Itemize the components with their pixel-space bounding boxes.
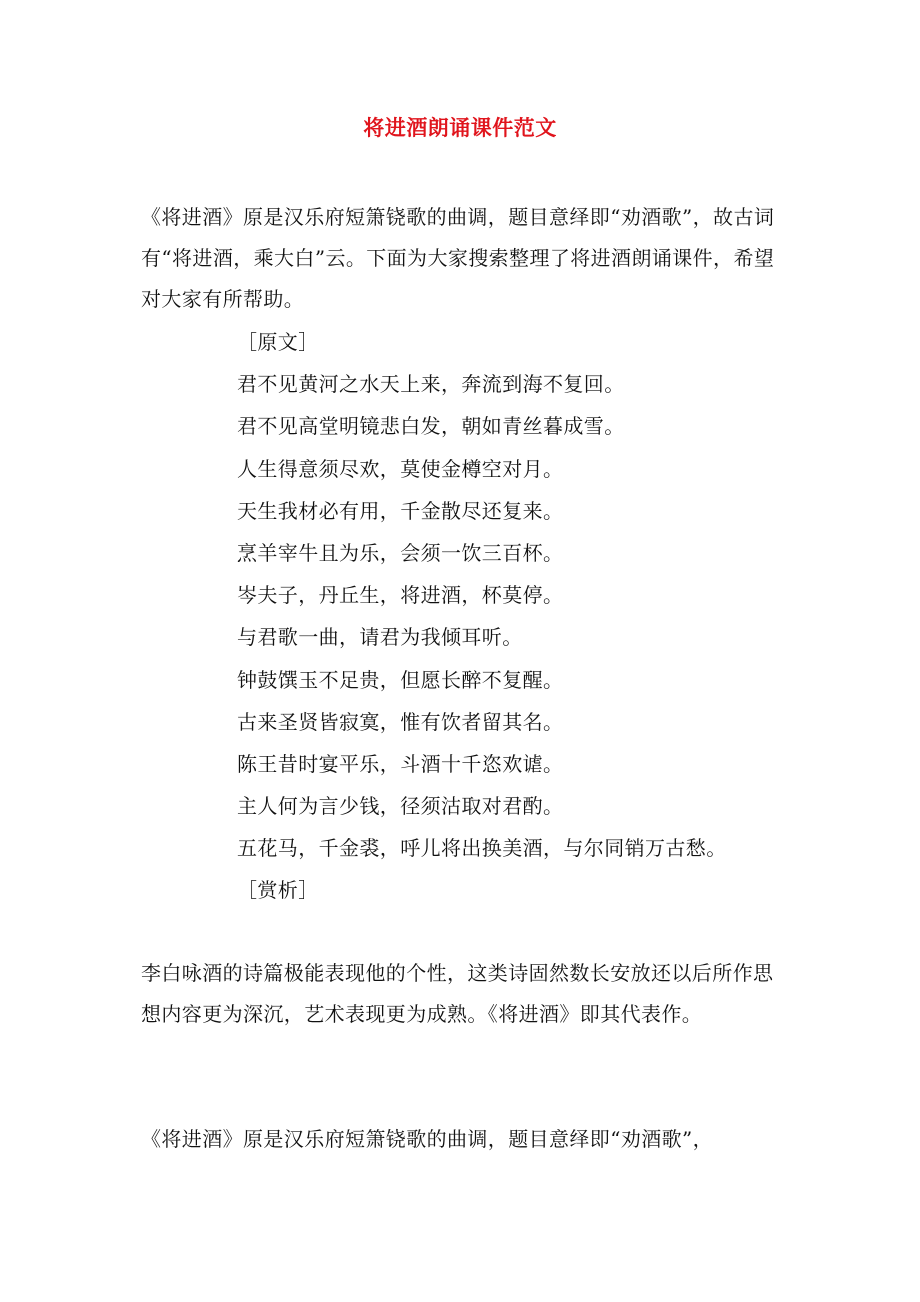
poem-line: 君不见黄河之水天上来，奔流到海不复回。 [237,372,625,397]
poem-line: 君不见高堂明镜悲白发，朝如青丝暮成雪。 [237,414,625,439]
section-heading-original: ［原文］ [237,330,319,354]
poem-block [237,326,797,917]
repeat-intro-paragraph: 《将进酒》原是汉乐府短箫铙歌的曲调，题目意绎即“劝酒歌”， [141,1127,714,1151]
document-title: 将进酒朗诵课件范文 [363,115,557,140]
poem-line: 陈王昔时宴平乐，斗酒十千恣欢谑。 [237,751,564,776]
poem-line: 古来圣贤皆寂寞，惟有饮者留其名。 [237,709,564,734]
poem-line: 岑夫子，丹丘生，将进酒，杯莫停。 [237,583,564,608]
poem-line: 钟鼓馔玉不足贵，但愿长醉不复醒。 [237,667,564,692]
poem-line: 烹羊宰牛且为乐，会须一饮三百杯。 [237,540,564,565]
poem-line: 五花马，千金裘，呼儿将出换美酒，与尔同销万古愁。 [237,836,727,861]
section-heading-analysis: ［赏析］ [237,878,319,903]
poem-line: 天生我材必有用，千金散尽还复来。 [237,498,564,523]
analysis-paragraph: 李白咏酒的诗篇极能表现他的个性，这类诗固然数长安放还以后所作思想内容更为深沉，艺术表现更为成熟。《将进酒》即其代表作。 [141,961,774,1026]
intro-paragraph: 《将进酒》原是汉乐府短箫铙歌的曲调，题目意绎即“劝酒歌”，故古词有“将进酒，乘大白”云。下面为大家搜索整理了将进酒朗诵课件，希望对大家有所帮助。 [141,205,775,311]
poem-line: 人生得意须尽欢，莫使金樽空对月。 [237,456,564,481]
poem-line: 与君歌一曲，请君为我倾耳听。 [237,625,523,650]
poem-line: 主人何为言少钱，径须沽取对君酌。 [237,794,564,819]
